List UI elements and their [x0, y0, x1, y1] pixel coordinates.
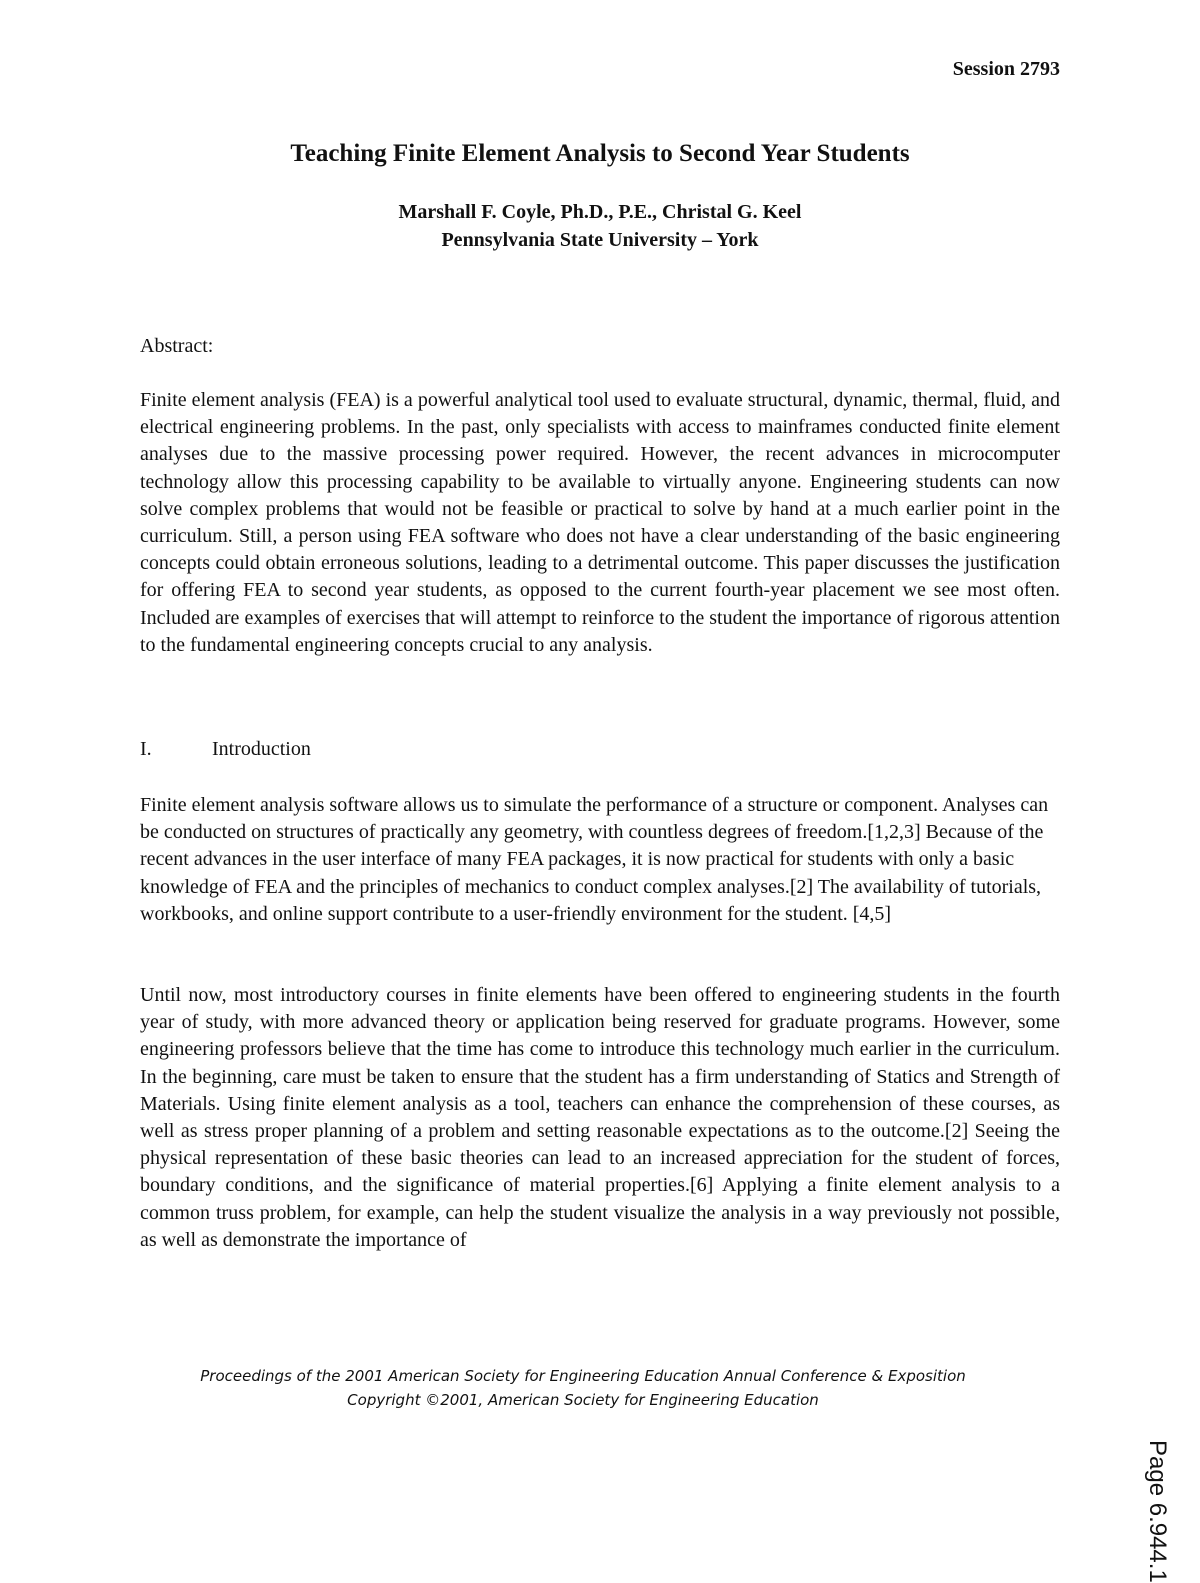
author-block: [0, 198, 1200, 254]
author-affiliation: Pennsylvania State University – York: [441, 229, 759, 251]
author-names: Marshall F. Coyle, Ph.D., P.E., Christal G. Keel: [398, 201, 802, 223]
proceedings-footer: [100, 1364, 1066, 1412]
section-heading-introduction: [140, 738, 311, 761]
session-label: Session 2793: [952, 58, 1060, 80]
footer-proceedings-line: Proceedings of the 2001 American Society for Engineering Education Annual Conference & Exposition: [200, 1367, 966, 1385]
page-number: [1143, 1440, 1171, 1583]
intro-paragraph-1: Finite element analysis software allows us to simulate the performance of a structure or component. Analyses can be conducted on structures of practically any geometry, with countless degrees of freedom.[1,2,3] Because of the recent advances in the user interface of many FEA packages, it is now practical for students with only a basic knowledge of FEA and the principles of mechanics to conduct complex analyses.[2] The availability of tutorials, workbooks, and online support contribute to a user-friendly environment for the student. [4,5]: [140, 794, 1049, 925]
abstract-paragraph: Finite element analysis (FEA) is a powerful analytical tool used to evaluate structural, dynamic, thermal, fluid, and electrical engineering problems. In the past, only specialists with access to mainframes conducted finite element analyses due to the massive processing power required. However, the recent advances in microcomputer technology allow this processing capability to be available to virtually anyone. Engineering students can now solve complex problems that would not be feasible or practical to solve by hand at a much earlier point in the curriculum. Still, a person using FEA software who does not have a clear understanding of the basic engineering concepts could obtain erroneous solutions, leading to a detrimental outcome. This paper discusses the justification for offering FEA to second year students, as opposed to the current fourth-year placement we see most often. Included are examples of exercises that will attempt to reinforce to the student the importance of rigorous attention to the fundamental engineering concepts crucial to any analysis.: [140, 389, 1060, 656]
page-number-text: Page 6.944.1: [1144, 1440, 1171, 1583]
intro-paragraph-2: Until now, most introductory courses in finite elements have been offered to engineering students in the fourth year of study, with more advanced theory or application being reserved for graduate programs. However, some engineering professors believe that the time has come to introduce this technology much earlier in the curriculum. In the beginning, care must be taken to ensure that the student has a firm understanding of Statics and Strength of Materials. Using finite element analysis as a tool, teachers can enhance the comprehension of these courses, as well as stress proper planning of a problem and setting reasonable expectations as to the outcome.[2] Seeing the physical representation of these basic theories can lead to an increased appreciation for the student of forces, boundary conditions, and the significance of material properties.[6] Applying a finite element analysis to a common truss problem, for example, can help the student visualize the analysis in a way previously not possible, as well as demonstrate the importance of: [140, 984, 1060, 1251]
section-title: Introduction: [212, 738, 311, 760]
footer-copyright-line: Copyright ©2001, American Society for Engineering Education: [347, 1391, 819, 1409]
section-number: I.: [140, 738, 152, 760]
abstract-heading: Abstract:: [140, 335, 214, 357]
paper-title: Teaching Finite Element Analysis to Second Year Students: [290, 140, 910, 167]
